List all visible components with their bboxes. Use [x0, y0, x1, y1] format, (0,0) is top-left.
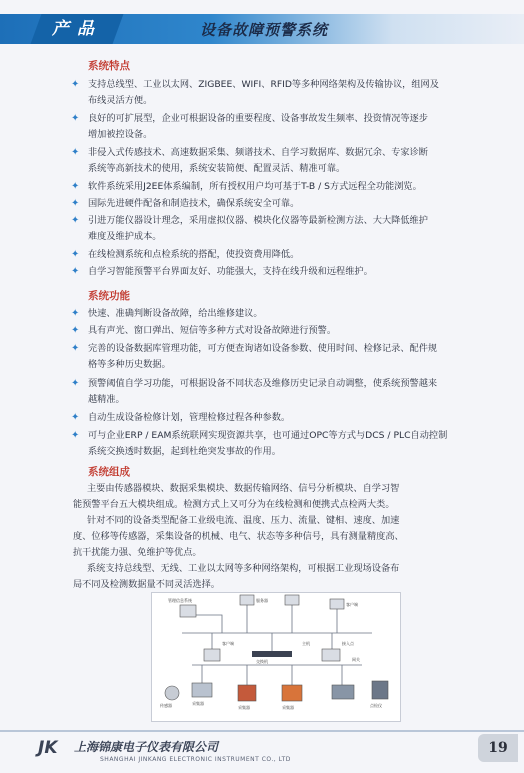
- bullet-icon: ✦: [71, 113, 80, 124]
- function-line: 格等多种历史数据。: [88, 359, 171, 370]
- bullet-icon: ✦: [71, 147, 80, 158]
- diagram-label: 采集器: [238, 705, 250, 710]
- computer-icon: [322, 649, 340, 661]
- bullet-icon: ✦: [71, 198, 80, 209]
- function-line: 越精准。: [88, 394, 125, 405]
- section-heading-features: 系统特点: [88, 60, 130, 72]
- function-item: [71, 323, 471, 339]
- architecture-diagram-svg: [152, 593, 400, 721]
- composition-line: 系统支持总线型、无线、工业以太网等多种网络架构，可根据工业现场设备布: [87, 563, 400, 574]
- diagram-label: 点检仪: [370, 703, 382, 708]
- composition-line: 局不同及检测数据量不同灵活选择。: [73, 579, 220, 590]
- pump-icon: [282, 685, 302, 701]
- computer-icon: [285, 595, 299, 605]
- company-name: 上海锦康电子仪表有限公司: [74, 740, 219, 754]
- collector-icon: [192, 683, 212, 697]
- bullet-icon: ✦: [71, 308, 80, 319]
- function-line: 完善的设备数据库管理功能，可方便查询诸如设备参数、使用时间、检修记录、配件规: [88, 343, 438, 354]
- feature-line: 非侵入式传感技术、高速数据采集、频谱技术、自学习数据库、数据冗余、专家诊断: [88, 147, 428, 158]
- function-line: 预警阈值自学习功能，可根据设备不同状态及维修历史记录自动调整，使系统预警越来: [88, 378, 438, 389]
- bullet-icon: ✦: [71, 412, 80, 423]
- function-line: 可与企业ERP / EAM系统联网实现资源共享，也可通过OPC等方式与DCS / PLC自动控制: [88, 430, 448, 441]
- bullet-icon: ✦: [71, 249, 80, 260]
- function-line: 自动生成设备检修计划，管理检修过程各种参数。: [88, 412, 291, 423]
- company-name-en: SHANGHAI JINKANG ELECTRONIC INSTRUMENT CO., LTD: [100, 756, 291, 763]
- feature-item: [71, 77, 471, 109]
- feature-line: 系统等高新技术的使用，系统安装简便、配置灵活、精准可靠。: [88, 163, 346, 174]
- function-item: [71, 410, 471, 426]
- feature-line: 支持总线型、工业以太网、ZIGBEE、WIFI、RFID等多种网络架构及传输协议，组网及: [88, 79, 439, 90]
- feature-line: 难度及维护成本。: [88, 231, 162, 242]
- feature-line: 国际先进硬件配备和制造技术，确保系统安全可靠。: [88, 198, 300, 209]
- bullet-icon: ✦: [71, 343, 80, 354]
- function-item: [71, 428, 471, 460]
- bullet-icon: ✦: [71, 215, 80, 226]
- function-line: 系统交换透时数据，起到杜绝突发事故的作用。: [88, 446, 281, 457]
- diagram-label: 主机: [302, 641, 310, 646]
- composition-line: 主要由传感器模块、数据采集模块、数据传输网络、信号分析模块、自学习智: [87, 483, 400, 494]
- composition-line: 针对不同的设备类型配备工业级电流、温度、压力、流量、键相、速度、加速: [87, 515, 400, 526]
- diagram-label: 采集器: [192, 701, 204, 706]
- section-heading-functions: 系统功能: [88, 290, 130, 302]
- diagram-label: 采集器: [282, 705, 294, 710]
- feature-line: 在线检测系统和点检系统的搭配，使投资费用降低。: [88, 249, 300, 260]
- function-item: [71, 306, 471, 322]
- composition-line: 能预警平台五大模块组成。检测方式上又可分为在线检测和便携式点检两大类。: [73, 499, 395, 510]
- diagram-label: 服务器: [256, 598, 268, 603]
- feature-line: 增加被控设备。: [88, 129, 153, 140]
- composition-line: 抗干扰能力强、免维护等优点。: [73, 547, 202, 558]
- diagram-label: 管理信息系统: [168, 598, 192, 603]
- feature-line: 良好的可扩展型，企业可根据设备的重要程度、设备事故发生频率、投资情况等逐步: [88, 113, 428, 124]
- motor-icon: [238, 685, 256, 701]
- feature-item: [71, 247, 471, 263]
- diagram-label: 客户端: [222, 641, 234, 646]
- footer-divider: [0, 730, 524, 732]
- feature-item: [71, 196, 471, 212]
- feature-line: 自学习智能预警平台界面友好、功能强大，支持在线升级和远程维护。: [88, 266, 373, 277]
- feature-item: [71, 179, 471, 195]
- diagram-label: 接入点: [342, 641, 354, 646]
- page-title: 设备故障预警系统: [200, 21, 329, 39]
- function-item: [71, 341, 471, 373]
- feature-item: [71, 264, 471, 280]
- handheld-icon: [372, 681, 388, 699]
- function-line: 具有声光、窗口弹出、短信等多种方式对设备故障进行预警。: [88, 325, 337, 336]
- diagram-label: 交换机: [256, 659, 268, 664]
- feature-item: [71, 145, 471, 177]
- bullet-icon: ✦: [71, 378, 80, 389]
- section-heading-composition: 系统组成: [88, 466, 130, 478]
- header-tab-label: 产品: [52, 19, 102, 39]
- bullet-icon: ✦: [71, 430, 80, 441]
- sensor-icon: [165, 686, 179, 700]
- machine-icon: [332, 685, 354, 699]
- feature-item: [71, 213, 471, 245]
- bullet-icon: ✦: [71, 266, 80, 277]
- function-item: [71, 376, 471, 408]
- bullet-icon: ✦: [71, 325, 80, 336]
- computer-icon: [330, 599, 344, 609]
- feature-line: 引进万能仪器设计理念，采用虚拟仪器、模块化仪器等最新检测方法、大大降低维护: [88, 215, 428, 226]
- bullet-icon: ✦: [71, 181, 80, 192]
- server-icon: [180, 605, 196, 617]
- feature-item: [71, 111, 471, 143]
- bullet-icon: ✦: [71, 79, 80, 90]
- diagram-label: 传感器: [160, 703, 172, 708]
- page-number: 19: [478, 734, 518, 762]
- feature-line: 布线灵活方便。: [88, 95, 153, 106]
- function-line: 快速、准确判断设备故障，给出维修建议。: [88, 308, 263, 319]
- switch-icon: [252, 651, 292, 657]
- computer-icon: [204, 649, 220, 661]
- company-logo: JK: [38, 738, 58, 758]
- computer-icon: [240, 595, 254, 605]
- architecture-diagram: [151, 592, 401, 722]
- diagram-label: 客户端: [346, 602, 358, 607]
- feature-line: 软件系统采用J2EE体系编制，所有授权用户均可基于T-B / S方式远程全功能浏览。: [88, 181, 422, 192]
- composition-line: 度、位移等传感器，采集设备的机械、电气、状态等多种信号，具有测量精度高、: [73, 531, 404, 542]
- diagram-label: 网关: [352, 657, 360, 662]
